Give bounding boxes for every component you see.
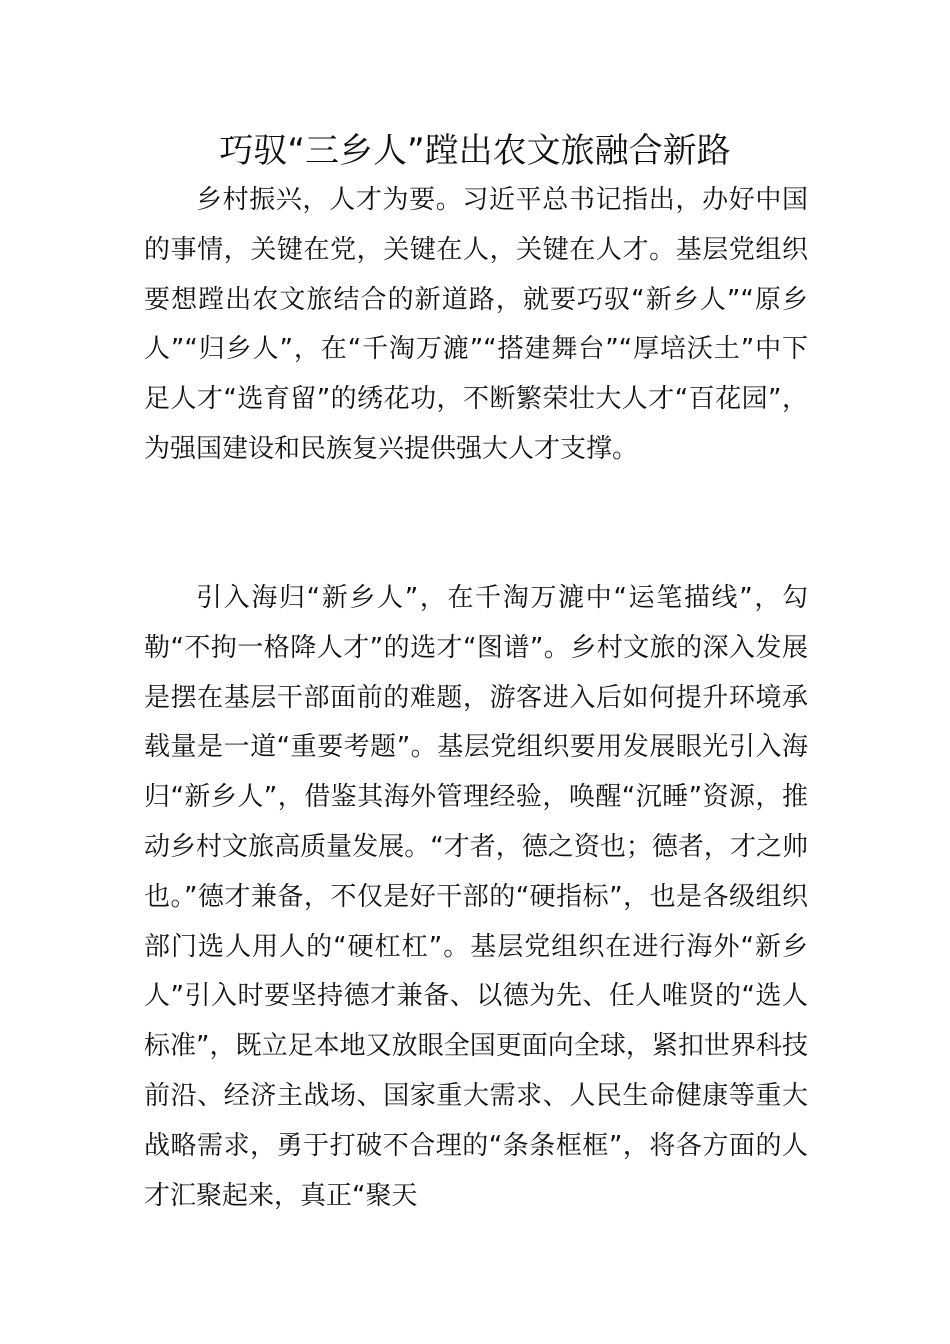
document-title: 巧驭“三乡人”蹚出农文旅融合新路 [219, 131, 731, 171]
paragraph-new-villagers: 引入海归“新乡人”，在千淘万漉中“运笔描线”，勾勒“不拘一格降人才”的选才“图谱”。乡村文旅的深入发展是摆在基层干部面前的难题，游客进入后如何提升环境承载量是一道“重要考题”。基层党组织要用发展眼光引入海归“新乡人”，借鉴其海外管理经验，唤醒“沉睡”资源，推动乡村文旅高质量发展。“才者，德之资也；德者，才之帅也。”德才兼备，不仅是好干部的“硬指标”，也是各级组织部门选人用人的“硬杠杠”。基层党组织在进行海外“新乡人”引入时要坚持德才兼备、以德为先、任人唯贤的“选人标准”，既立足本地又放眼全国更面向全球，紧扣世界科技前沿、经济主战场、国家重大需求、人民生命健康等重大战略需求，勇于打破不合理的“条条框框”，将各方面的人才汇聚起来，真正“聚天 [144, 583, 808, 1211]
paragraph-intro: 乡村振兴，人才为要。习近平总书记指出，办好中国的事情，关键在党，关键在人，关键在人才。基层党组织要想蹚出农文旅结合的新道路，就要巧驭“新乡人”“原乡人”“归乡人”，在“千淘万漉”“搭建舞台”“厚培沃土”中下足人才“选育留”的绣花功，不断繁荣壮大人才“百花园”，为强国建设和民族复兴提供强大人才支撑。 [144, 185, 808, 464]
